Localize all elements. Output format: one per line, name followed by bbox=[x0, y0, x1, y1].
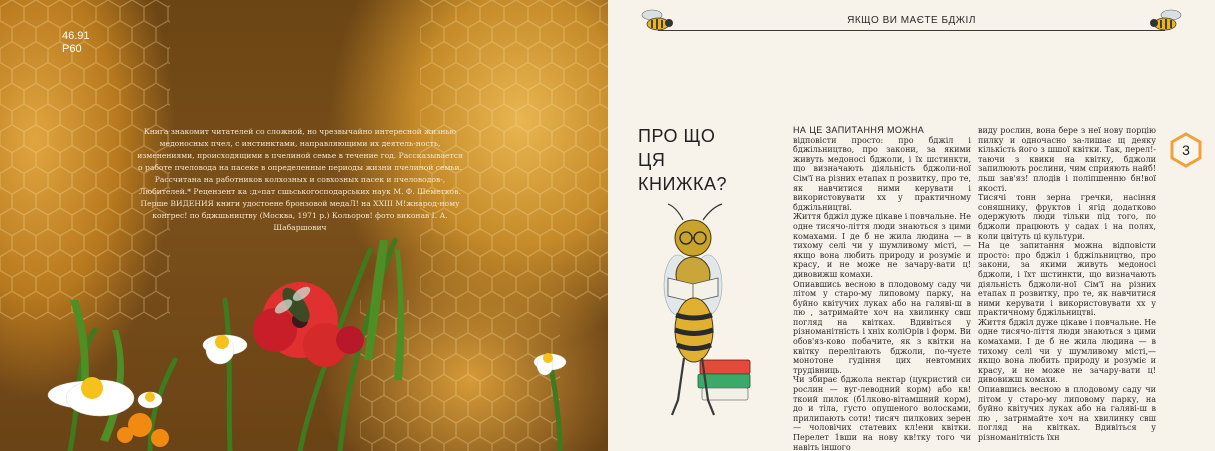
annotation-line: о работе пчеловода на пасеке в определенные периоды жизни пчелиной семьи. bbox=[137, 163, 463, 172]
page-number: 3 bbox=[1182, 142, 1190, 158]
text-column-2 bbox=[978, 126, 1156, 443]
paragraph: відповісти просто: про бджіл і бджільництво, про закони, за якими живуть медоносі бджоли, і їх шстинкти, що визначають діяльність бджоли-ної Сім'ї на різних етапах п розвитку, про те, як навчитися ними керувати і використовувати хх у практичному бджільництві. bbox=[793, 135, 971, 212]
bee-reading-illustration bbox=[638, 200, 758, 430]
bee-ornament-icon bbox=[1149, 6, 1183, 36]
chapter-title-line: ЦЯ bbox=[638, 150, 666, 170]
annotation-line: Рассчитана на работников колхозных и совхозных пасек и пчеловодов-, bbox=[154, 175, 446, 184]
call-number: Р60 bbox=[62, 43, 82, 55]
paragraph: Чи збирає бджола нектар (цукристий си рослин — вуг-леводний корм) або кв! ткоий пилок (б1лково-вітамшний корм), до и тіла, густо опушеного волосками, прилипають соти! тисяч пилкових зерен — чоловічих статевих кл!ени квітки. Перелет 1вши на нову кв!тку того чи навіть іншого bbox=[793, 375, 971, 451]
running-head-title: ЯКЩО ВИ МАЄТЕ БДЖІЛ bbox=[847, 15, 976, 26]
paragraph: Тисячі тонн зерна гречки, насіння соняшнику, фруктов і ягід додатково одержують люди тільки під того, по бджоли працюють у садах і на полях, коли цвітуть ці культури. bbox=[978, 193, 1156, 241]
annotation-line: Любителей.* Рецензент ка :д»пат сшьськогосподарських наук М. Ф. Шеметков. bbox=[139, 187, 461, 196]
annotation-line: Книга знакомит читателей со сложной, но чрезвычайно интересной жизнью bbox=[143, 127, 457, 136]
lead-in-heading: НА ЦЕ ЗАПИТАННЯ МОЖНА bbox=[793, 125, 925, 135]
text-column-1 bbox=[793, 126, 971, 451]
paragraph: виду рослин, вона бере з неї нову порцію пилку и одночасно за-лишає щ деяку кількість його з шшої квітки. Так, перел!-таючи з квики на квітку, бджоли запилюють рослини, чим сприяють найб!льш зав'яз! плодів і поліпшенню бн!вої якості. bbox=[978, 126, 1156, 193]
paragraph: Життя бджіл дуже цікаве і повчальне. Не одне тисячо-ліття люди знаються з цими комахами. І де б не жила людина — в тихому селі чи у шумливому місті,— якщо вона любить природу и розуміє и красу, и не може не зачару-вати ц! дивовижш комахи. bbox=[978, 317, 1156, 385]
paragraph: На це запитання можна відповісти просто: про бджіл і бджільництво, про закони, за якими живуть медоносі бджоли, і їхт шстинкти, що визначають діяльність бджоли-ної Сім'ї на різних етапах п розвитку, про те, як навчитися ними керувати і використовувати хх у практичному бджільництві. bbox=[978, 241, 1156, 318]
chapter-title-line: ПРО ЩО bbox=[638, 126, 716, 146]
right-page bbox=[608, 0, 1215, 451]
header-rule bbox=[658, 30, 1165, 31]
page-number-badge bbox=[1169, 132, 1203, 168]
annotation-line: изменениями, происходящими в пчелиной семье в течение год. Рассказывается bbox=[137, 151, 463, 160]
paragraph: Життя бджіл дуже цікаве і повчальне. Не одне тисячо-ліття люди знаються з цими комахами. І де б не жила людина — в тихому селі чи у шумливому місті, — якщо вона любить природу и розуміє и красу, и не може не зачару-вати ц! дивовижш комахи. bbox=[793, 212, 971, 279]
udk-code: 46.91 bbox=[62, 30, 90, 42]
paragraph: Опиавшись весною в плодовому саду чи літом у старо-му липовому парку, на буйно квітучих луках або на галяві-ш в лю , затримайте хоч на хвилинку свш погляд на квітках. Вдивіться у різноманітність і хніх коліОрів і форм. Ви обов'яз-ково побачите, як з квітки на квітку перелітають бджоли, по-чуєте монотоне гудіння цих невтомних трудівниць. bbox=[793, 279, 971, 375]
annotation-line: Перше ВИДЕНИЯ книги удостоене бронзовой медаЛ! на XXIII М!жнарод-ному bbox=[140, 199, 460, 208]
annotation-line: Шабаршович bbox=[273, 223, 327, 232]
chapter-title-line: КНИЖКА? bbox=[638, 174, 728, 194]
running-head bbox=[628, 6, 1195, 36]
annotation-line: конгрес! по бджшьництву (Москва, 1971 р.) Кольоров! фото виконав I. А. bbox=[152, 211, 448, 220]
paragraph: Опиавшись весною в плодовому саду чи літом у старо-му липовому парку, на буйно квітучих луках або на галяві-ш в лю , затримайте хоч на хвилинку свш погляд на квітках. Вдивіться у різноманітність їхн bbox=[978, 385, 1156, 442]
chapter-title bbox=[638, 124, 778, 196]
annotation-line: медоносных пчел, с инстинктами, направляющими их деятель-ность, bbox=[159, 139, 441, 148]
